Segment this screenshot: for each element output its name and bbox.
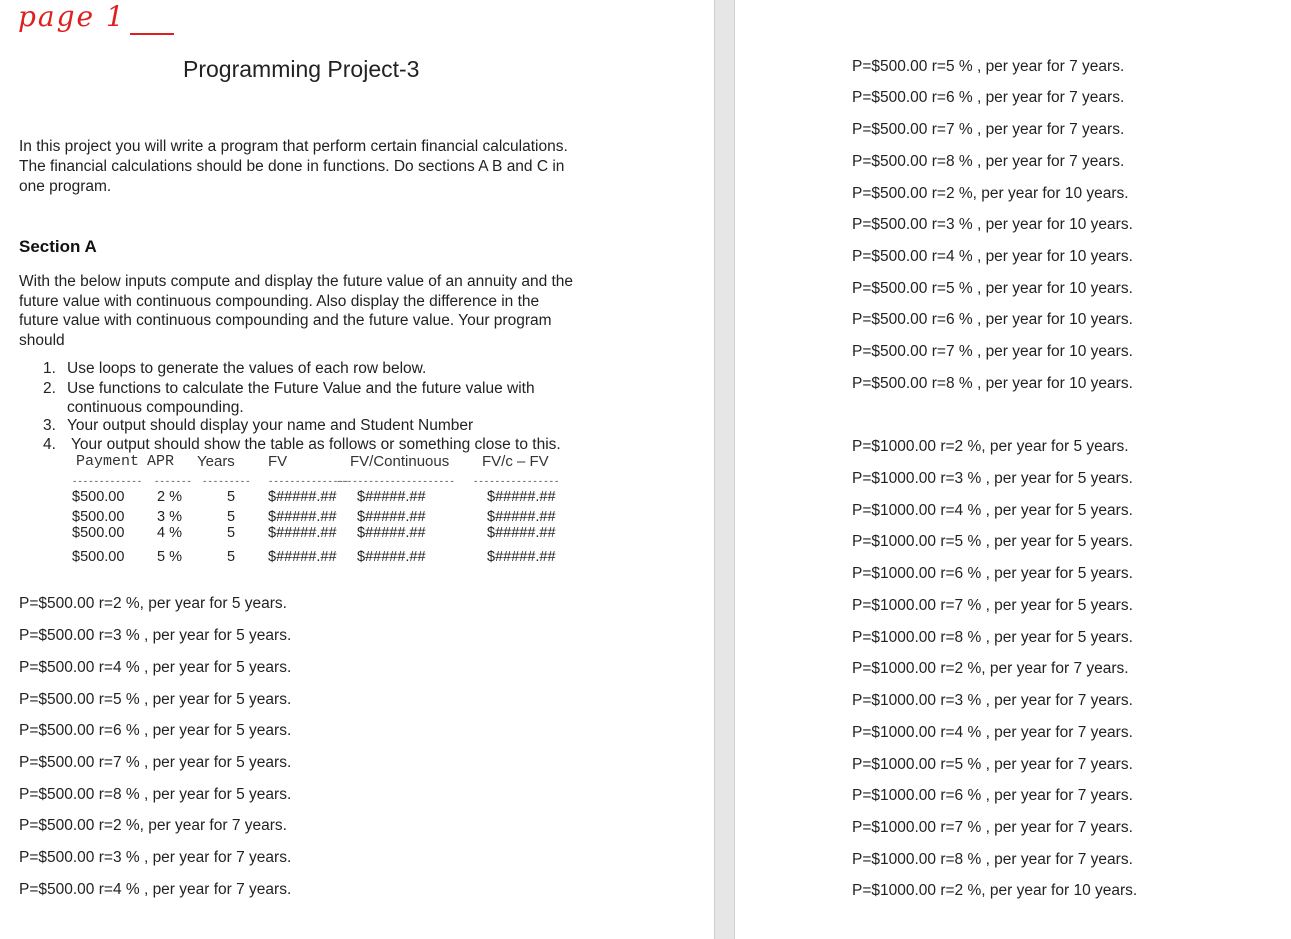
step-3-number: 3. [43, 417, 56, 434]
handwritten-page-note: page 1 [18, 0, 126, 33]
table-header-fv-continuous: FV/Continuous [350, 453, 450, 470]
table-row-2-years: 5 [227, 509, 236, 525]
left-line-10: P=$500.00 r=4 % , per year for 7 years. [19, 881, 292, 898]
left-line-2: P=$500.00 r=3 % , per year for 5 years. [19, 627, 292, 644]
left-line-1: P=$500.00 r=2 %, per year for 5 years. [19, 595, 287, 612]
right-line-b-10: P=$1000.00 r=4 % , per year for 7 years. [852, 724, 1133, 741]
step-2-text-cont: continuous compounding. [67, 399, 244, 416]
table-row-3-apr: 4 % [157, 525, 182, 541]
right-line-a-5: P=$500.00 r=2 %, per year for 10 years. [852, 185, 1129, 202]
table-row-4-payment: $500.00 [72, 549, 125, 565]
table-row-1-difference: $#####.## [487, 489, 556, 505]
table-header-difference: FV/c – FV [482, 453, 549, 470]
table-separator-payment: ------------- [72, 477, 143, 487]
table-row-3-years: 5 [227, 525, 236, 541]
intro-line-2: The financial calculations should be done in functions. Do sections A B and C in [19, 158, 565, 175]
table-row-4-fv: $#####.## [268, 549, 337, 565]
right-line-a-11: P=$500.00 r=8 % , per year for 10 years. [852, 375, 1133, 392]
table-separator-years: --------- [202, 477, 251, 487]
table-row-3-fv-continuous: $#####.## [357, 525, 426, 541]
step-1-number: 1. [43, 360, 56, 377]
table-header-years: Years [197, 453, 235, 470]
right-line-b-6: P=$1000.00 r=7 % , per year for 5 years. [852, 597, 1133, 614]
document-title: Programming Project-3 [183, 56, 420, 82]
right-line-b-1: P=$1000.00 r=2 %, per year for 5 years. [852, 438, 1129, 455]
right-line-a-10: P=$500.00 r=7 % , per year for 10 years. [852, 343, 1133, 360]
handwritten-underline [128, 31, 176, 37]
right-line-a-1: P=$500.00 r=5 % , per year for 7 years. [852, 58, 1125, 75]
step-4-text: Your output should show the table as follows or something close to this. [71, 436, 561, 453]
right-line-b-5: P=$1000.00 r=6 % , per year for 5 years. [852, 565, 1133, 582]
intro-line-3: one program. [19, 178, 112, 195]
left-line-6: P=$500.00 r=7 % , per year for 5 years. [19, 754, 292, 771]
step-3-text: Your output should display your name and Student Number [67, 417, 474, 434]
table-row-4-years: 5 [227, 549, 236, 565]
right-line-a-8: P=$500.00 r=5 % , per year for 10 years. [852, 280, 1133, 297]
section-text-line-3: future value with continuous compounding and the future value. Your program [19, 312, 552, 329]
table-row-2-difference: $#####.## [487, 509, 556, 525]
table-separator-fv-continuous: ---------------------- [336, 477, 455, 487]
right-line-b-2: P=$1000.00 r=3 % , per year for 5 years. [852, 470, 1133, 487]
right-line-a-3: P=$500.00 r=7 % , per year for 7 years. [852, 121, 1125, 138]
right-line-b-12: P=$1000.00 r=6 % , per year for 7 years. [852, 787, 1133, 804]
table-row-1-fv: $#####.## [268, 489, 337, 505]
section-a-heading: Section A [19, 237, 97, 256]
right-line-b-11: P=$1000.00 r=5 % , per year for 7 years. [852, 756, 1133, 773]
table-row-4-fv-continuous: $#####.## [357, 549, 426, 565]
right-line-a-9: P=$500.00 r=6 % , per year for 10 years. [852, 311, 1133, 328]
table-row-4-difference: $#####.## [487, 549, 556, 565]
right-line-a-6: P=$500.00 r=3 % , per year for 10 years. [852, 216, 1133, 233]
step-4-number: 4. [43, 436, 56, 453]
right-line-a-7: P=$500.00 r=4 % , per year for 10 years. [852, 248, 1133, 265]
right-line-b-13: P=$1000.00 r=7 % , per year for 7 years. [852, 819, 1133, 836]
table-row-3-fv: $#####.## [268, 525, 337, 541]
table-header-payment: Payment [76, 453, 140, 470]
page-divider [714, 0, 735, 939]
table-row-1-fv-continuous: $#####.## [357, 489, 426, 505]
right-line-b-15: P=$1000.00 r=2 %, per year for 10 years. [852, 882, 1138, 899]
table-row-3-difference: $#####.## [487, 525, 556, 541]
right-line-b-7: P=$1000.00 r=8 % , per year for 5 years. [852, 629, 1133, 646]
table-row-1-apr: 2 % [157, 489, 182, 505]
left-line-9: P=$500.00 r=3 % , per year for 7 years. [19, 849, 292, 866]
left-line-5: P=$500.00 r=6 % , per year for 5 years. [19, 722, 292, 739]
left-line-8: P=$500.00 r=2 %, per year for 7 years. [19, 817, 287, 834]
table-row-2-apr: 3 % [157, 509, 182, 525]
table-row-2-fv: $#####.## [268, 509, 337, 525]
right-line-b-9: P=$1000.00 r=3 % , per year for 7 years. [852, 692, 1133, 709]
table-header-apr: APR [147, 453, 175, 470]
table-header-fv: FV [268, 453, 288, 470]
right-line-a-4: P=$500.00 r=8 % , per year for 7 years. [852, 153, 1125, 170]
table-row-2-payment: $500.00 [72, 509, 125, 525]
section-text-line-4: should [19, 332, 65, 349]
table-row-1-payment: $500.00 [72, 489, 125, 505]
right-line-b-4: P=$1000.00 r=5 % , per year for 5 years. [852, 533, 1133, 550]
table-row-4-apr: 5 % [157, 549, 182, 565]
table-row-2-fv-continuous: $#####.## [357, 509, 426, 525]
table-row-1-years: 5 [227, 489, 236, 505]
right-line-b-14: P=$1000.00 r=8 % , per year for 7 years. [852, 851, 1133, 868]
left-line-4: P=$500.00 r=5 % , per year for 5 years. [19, 691, 292, 708]
step-2-text: Use functions to calculate the Future Value and the future value with [67, 380, 535, 397]
section-text-line-1: With the below inputs compute and display the future value of an annuity and the [19, 273, 574, 290]
step-1-text: Use loops to generate the values of each row below. [67, 360, 427, 377]
table-separator-fv: --------------- [268, 477, 350, 487]
table-row-3-payment: $500.00 [72, 525, 125, 541]
left-line-3: P=$500.00 r=4 % , per year for 5 years. [19, 659, 292, 676]
section-text-line-2: future value with continuous compounding. Also display the difference in the [19, 293, 540, 310]
table-separator-apr: ------- [154, 477, 192, 487]
table-separator-difference: ---------------- [473, 477, 560, 487]
right-line-b-3: P=$1000.00 r=4 % , per year for 5 years. [852, 502, 1133, 519]
intro-line-1: In this project you will write a program that perform certain financial calculations. [19, 138, 568, 155]
left-line-7: P=$500.00 r=8 % , per year for 5 years. [19, 786, 292, 803]
step-2-number: 2. [43, 380, 56, 397]
right-line-b-8: P=$1000.00 r=2 %, per year for 7 years. [852, 660, 1129, 677]
right-line-a-2: P=$500.00 r=6 % , per year for 7 years. [852, 89, 1125, 106]
